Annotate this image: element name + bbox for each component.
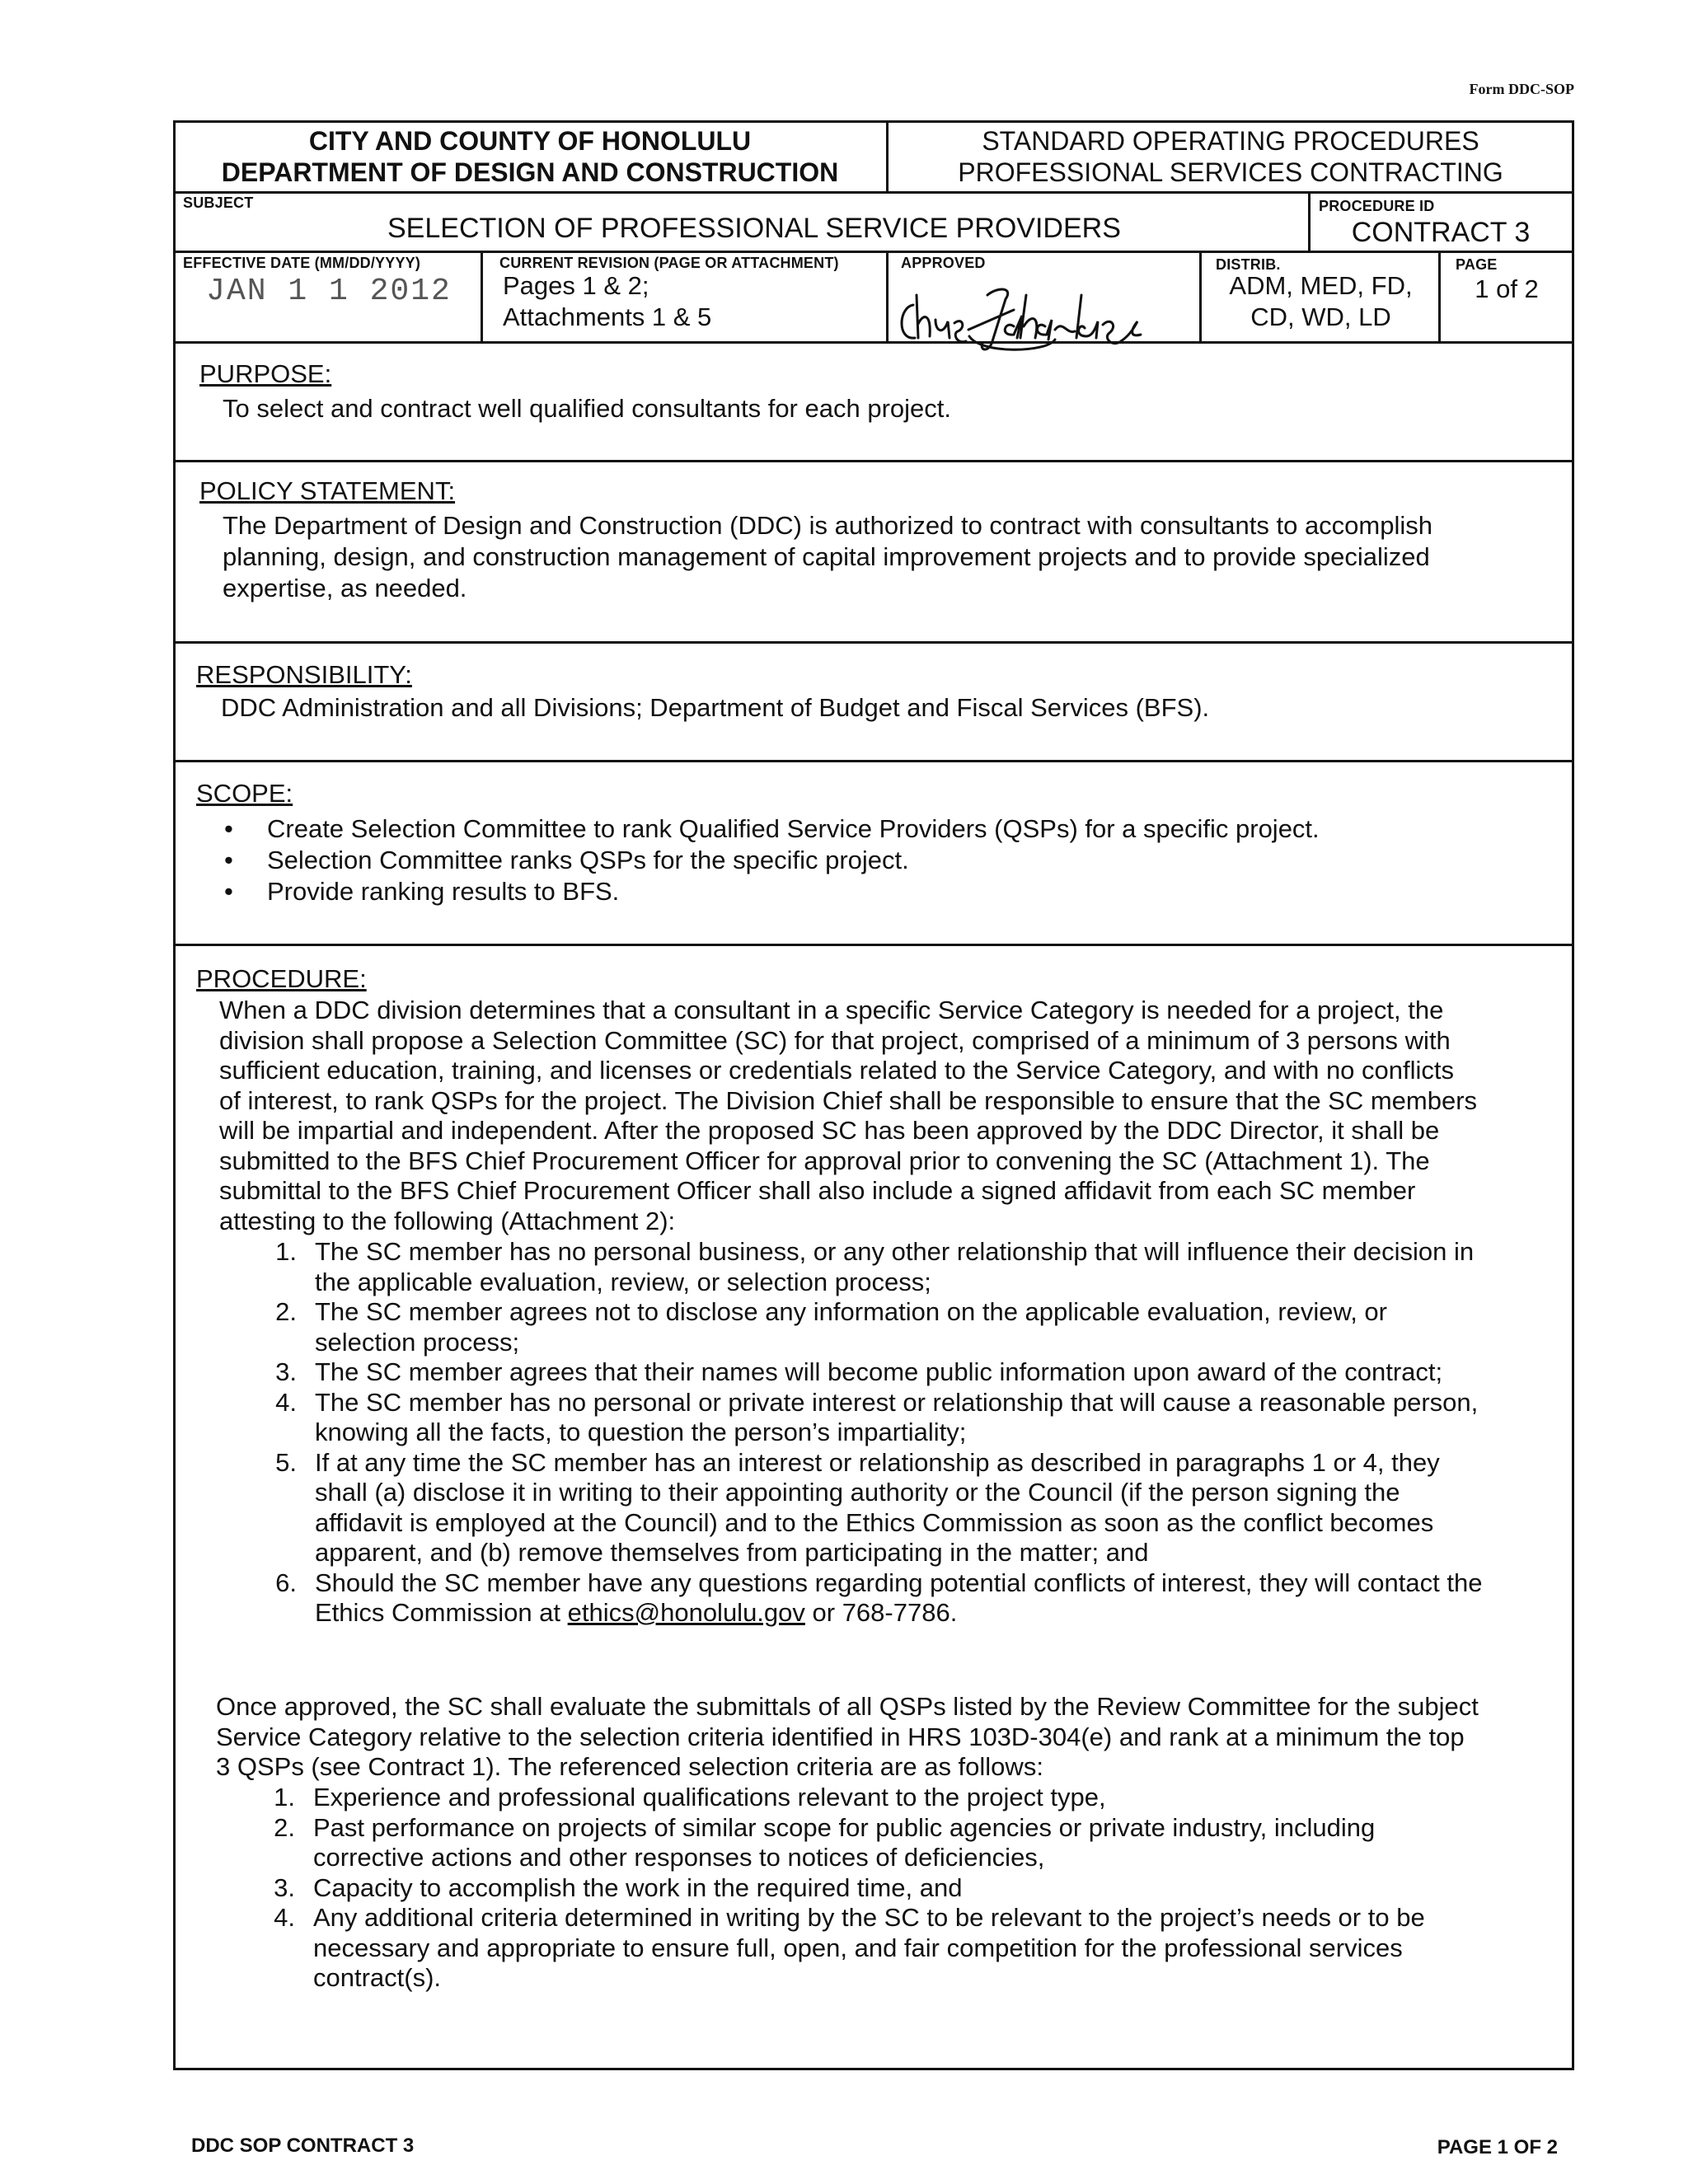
- item-number: 5.: [275, 1447, 297, 1477]
- org-line1: CITY AND COUNTY OF HONOLULU: [308, 126, 752, 156]
- item-line: Experience and professional qualifications relevant to the project type,: [313, 1783, 1106, 1811]
- responsibility-body: [221, 692, 1209, 724]
- item-number: 1.: [274, 1783, 295, 1811]
- item-line: selection process;: [315, 1327, 520, 1357]
- item-number: 3.: [274, 1872, 295, 1902]
- procedure-line: Service Category relative to the selection criteria identified in HRS 103D-304(e) and rank at a minimum the top: [216, 1722, 1465, 1751]
- revision-line1: Pages 1 & 2;: [503, 271, 649, 300]
- procedure-para1: [219, 996, 1477, 1236]
- title-line1: STANDARD OPERATING PROCEDURES: [982, 126, 1479, 156]
- revision-label: CURRENT REVISION (PAGE OR ATTACHMENT): [499, 255, 839, 271]
- meta-divider: [176, 341, 1572, 344]
- scope-list: [218, 813, 1320, 907]
- item-line: corrective actions and other responses to notices of deficiencies,: [313, 1843, 1045, 1872]
- item-line: shall (a) disclose it in writing to their appointing authority or the Council (if the person signing the: [315, 1478, 1400, 1507]
- distrib-line2: CD, WD, LD: [1250, 302, 1391, 331]
- item-line: affidavit is employed at the Council) and to the Ethics Commission as soon as the conflict becomes: [315, 1507, 1434, 1537]
- scope-item: • Provide ranking results to BFS.: [218, 876, 1320, 907]
- eff-vdivider: [481, 251, 483, 341]
- item-number: 4.: [274, 1903, 295, 1932]
- procedure-line: submitted to the BFS Chief Procurement Officer for approval prior to convening the SC (Attachment 1). The: [219, 1146, 1430, 1175]
- affidavit-item: [264, 1297, 1482, 1357]
- procedure-para2: [216, 1692, 1479, 1783]
- item-line: Capacity to accomplish the work in the required time, and: [313, 1872, 963, 1902]
- procedure-line: division shall propose a Selection Committee (SC) for that project, comprised of a minimum of 3 persons with: [219, 1025, 1451, 1055]
- item-line: the applicable evaluation, review, or selection process;: [315, 1267, 931, 1296]
- item-line: The SC member agrees that their names will become public information upon award of the contract;: [315, 1357, 1443, 1386]
- item-line: Should the SC member have any questions regarding potential conflicts of interest, they will contact the: [315, 1568, 1483, 1597]
- org-name: [176, 125, 884, 188]
- procedure-line: submittal to the BFS Chief Procurement Officer shall also include a signed affidavit from each SC member: [219, 1176, 1416, 1205]
- item-line: Past performance on projects of similar scope for public agencies or private industry, including: [313, 1812, 1376, 1842]
- header-divider: [176, 191, 1572, 194]
- procedure-line: 3 QSPs (see Contract 1). The referenced selection criteria are as follows:: [216, 1752, 1043, 1781]
- effective-date-stamp: JAN 1 1 2012: [206, 274, 452, 309]
- responsibility-line: DDC Administration and all Divisions; Department of Budget and Fiscal Services (BFS).: [221, 693, 1210, 722]
- purpose-body: [223, 393, 951, 424]
- page-label: PAGE: [1456, 256, 1498, 273]
- policy-line: expertise, as needed.: [223, 574, 467, 602]
- approved-label: APPROVED: [901, 255, 986, 271]
- approval-signature: [890, 262, 1195, 353]
- item-number: 2.: [275, 1297, 297, 1326]
- criteria-item: [262, 1903, 1425, 1994]
- distrib-value: [1203, 270, 1438, 333]
- item-line: The SC member has no personal business, or any other relationship that will influence their decision in: [315, 1237, 1475, 1266]
- item-line: contract(s).: [313, 1963, 442, 1992]
- title-line2: PROFESSIONAL SERVICES CONTRACTING: [958, 157, 1503, 187]
- procedure-heading: PROCEDURE:: [196, 964, 367, 993]
- item-line: [315, 1598, 1482, 1629]
- distrib-label: DISTRIB.: [1216, 256, 1281, 273]
- responsibility-divider: [176, 760, 1572, 762]
- item-number: 4.: [275, 1387, 297, 1417]
- ethics-email-link[interactable]: ethics@honolulu.gov: [567, 1598, 805, 1627]
- appr-vdivider: [1199, 251, 1202, 341]
- responsibility-heading: RESPONSIBILITY:: [196, 660, 412, 689]
- affidavit-list: [264, 1237, 1482, 1629]
- org-line2: DEPARTMENT OF DESIGN AND CONSTRUCTION: [221, 157, 839, 187]
- ethics-prefix: Ethics Commission at: [315, 1598, 568, 1627]
- affidavit-item: [264, 1568, 1482, 1629]
- procedure-line: When a DDC division determines that a consultant in a specific Service Category is needed for a project, the: [219, 996, 1444, 1024]
- item-line: knowing all the facts, to question the person’s impartiality;: [315, 1418, 967, 1446]
- purpose-divider: [176, 460, 1572, 462]
- subject-label: SUBJECT: [183, 194, 254, 211]
- doc-title: [889, 125, 1573, 188]
- ethics-suffix: or 768-7786.: [804, 1598, 958, 1627]
- policy-line: planning, design, and construction management of capital improvement projects and to provide specialized: [223, 542, 1430, 571]
- procedure-line: will be impartial and independent. After the proposed SC has been approved by the DDC Director, it shall be: [219, 1116, 1440, 1145]
- policy-divider: [176, 641, 1572, 644]
- item-number: 3.: [275, 1357, 297, 1386]
- item-line: If at any time the SC member has an interest or relationship as described in paragraphs 1 or 4, they: [315, 1447, 1440, 1477]
- item-number: 2.: [274, 1812, 295, 1842]
- revision-line2: Attachments 1 & 5: [503, 302, 712, 331]
- affidavit-item: [264, 1448, 1482, 1568]
- procedure-line: of interest, to rank QSPs for the project. The Division Chief shall be responsible to ensure that the SC members: [219, 1085, 1478, 1115]
- criteria-item: [262, 1873, 1425, 1904]
- procedure-line: sufficient education, training, and licenses or credentials related to the Service Category, and with no conflicts: [219, 1056, 1455, 1085]
- item-line: Any additional criteria determined in writing by the SC to be relevant to the project’s needs or to be: [313, 1903, 1425, 1932]
- page-value: 1 of 2: [1475, 274, 1539, 303]
- scope-item: • Selection Committee ranks QSPs for the specific project.: [218, 845, 1320, 876]
- policy-line: The Department of Design and Construction (DDC) is authorized to contract with consultants to accomplish: [223, 511, 1433, 540]
- revision-value: [503, 270, 711, 333]
- item-line: The SC member agrees not to disclose any information on the applicable evaluation, review, or: [315, 1297, 1387, 1326]
- criteria-item: [262, 1813, 1425, 1873]
- affidavit-item: [264, 1237, 1482, 1297]
- footer-doc-id: DDC SOP CONTRACT 3: [191, 2135, 415, 2157]
- item-number: 6.: [275, 1568, 297, 1597]
- item-number: 1.: [275, 1237, 297, 1266]
- procedure-line: Once approved, the SC shall evaluate the submittals of all QSPs listed by the Review Committee for the subject: [216, 1692, 1479, 1721]
- procedure-id-value: CONTRACT 3: [1351, 217, 1531, 248]
- form-id: Form DDC-SOP: [1469, 81, 1574, 97]
- criteria-list: [262, 1783, 1425, 1994]
- procedure-id-label: PROCEDURE ID: [1319, 198, 1435, 214]
- procedure-line: attesting to the following (Attachment 2):: [219, 1206, 676, 1235]
- scope-item: • Create Selection Committee to rank Qualified Service Providers (QSPs) for a specific project.: [218, 813, 1320, 845]
- policy-heading: POLICY STATEMENT:: [199, 476, 456, 505]
- distrib-line1: ADM, MED, FD,: [1229, 271, 1413, 300]
- purpose-line: To select and contract well qualified consultants for each project.: [223, 394, 951, 423]
- criteria-item: [262, 1783, 1425, 1813]
- purpose-heading: PURPOSE:: [199, 359, 332, 388]
- subject-divider: [176, 251, 1572, 253]
- policy-body: [223, 510, 1432, 604]
- affidavit-item: [264, 1357, 1482, 1388]
- rev-vdivider: [886, 251, 889, 341]
- footer-page-number: PAGE 1 OF 2: [1437, 2136, 1558, 2158]
- item-line: necessary and appropriate to ensure full, open, and fair competition for the professional services: [313, 1933, 1403, 1962]
- item-line: The SC member has no personal or private interest or relationship that will cause a reasonable person,: [315, 1387, 1479, 1417]
- item-line: apparent, and (b) remove themselves from participating in the matter; and: [315, 1538, 1149, 1567]
- effective-date-label: EFFECTIVE DATE (MM/DD/YYYY): [183, 255, 421, 271]
- subject-value: SELECTION OF PROFESSIONAL SERVICE PROVIDERS: [387, 213, 1121, 244]
- affidavit-item: [264, 1388, 1482, 1448]
- scope-heading: SCOPE:: [196, 779, 293, 808]
- scope-divider: [176, 944, 1572, 946]
